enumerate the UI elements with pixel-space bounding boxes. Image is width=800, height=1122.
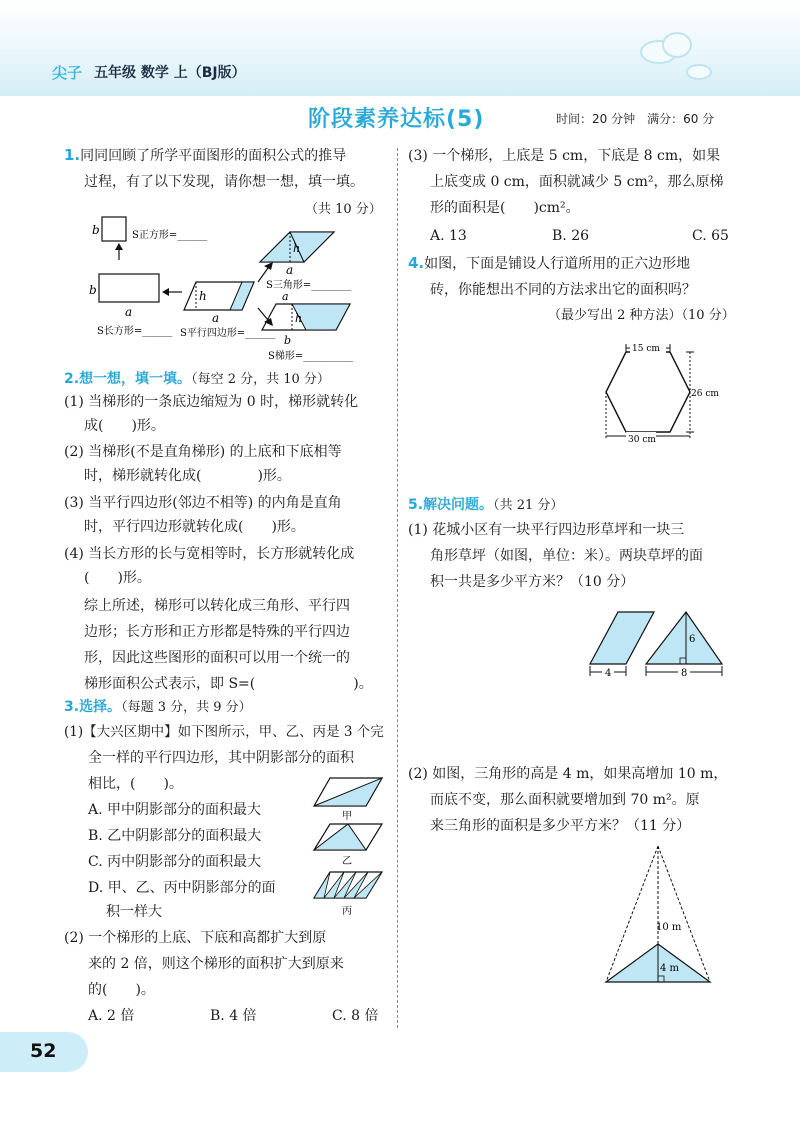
triangle-lawn — [646, 612, 722, 664]
label-yi: 乙 — [342, 856, 352, 867]
q5-item2-line1: (2) 如图，三角形的高是 4 m，如果高增加 10 m， — [408, 766, 728, 782]
q2-item3-line1: (3) 当平行四边形(邻边不相等) 的内角是直角 — [64, 495, 342, 511]
q3-item1-line2: 全一样的平行四边形，其中阴影部分的面积 — [88, 750, 354, 766]
q5-item1-line3: 积一共是多少平方米？（10 分） — [430, 574, 635, 590]
q3-item3-line3: 形的面积是( )cm²。 — [430, 200, 580, 216]
q3-number: 3. — [64, 699, 80, 715]
q3-option-c: C. 丙中阴影部分的面积最大 — [88, 854, 262, 870]
label-h: h — [293, 242, 301, 255]
q2-heading: 想一想，填一填。 — [79, 371, 192, 387]
label-b: b — [89, 283, 97, 297]
dim-26cm: 26 cm — [691, 389, 719, 399]
q5-item2-line2: 而底不变，那么面积就要增加到 70 m²。原 — [430, 792, 700, 808]
q3-option-a: A. 甲中阴影部分的面积最大 — [88, 802, 262, 818]
q2-summary-line4: 梯形面积公式表示，即 S=( )。 — [84, 676, 373, 692]
q2-item4-line1: (4) 当长方形的长与宽相等时，长方形就转化成 — [64, 546, 355, 562]
q3-option-d-line1: D. 甲、乙、丙中阴影部分的面 — [88, 880, 276, 896]
q2-item4-line2: ( )形。 — [84, 570, 151, 586]
q3-item3-option-b: B. 26 — [552, 228, 590, 244]
q3-item3-option-c: C. 65 — [692, 228, 729, 244]
hexagon-figure — [590, 336, 730, 448]
triangle-area-label: S三角形=________ — [266, 280, 352, 291]
label-b: b — [92, 223, 100, 237]
q3-item2-line2: 来的 2 倍，则这个梯形的面积扩大到原来 — [88, 956, 344, 972]
q2-item1-line1: (1) 当梯形的一条底边缩短为 0 时，梯形就转化 — [64, 394, 359, 410]
q3-item1-line3: 相比，( )。 — [88, 776, 183, 792]
triangle-figure — [600, 840, 720, 992]
q1-line1: 1.同同回顾了所学平面图形的面积公式的推导 — [64, 146, 347, 164]
trapezoid-area-label: S梯形=__________ — [268, 351, 354, 362]
q3-item3-line1: (3) 一个梯形，上底是 5 cm，下底是 8 cm，如果 — [408, 148, 721, 164]
rectangle-shape — [99, 274, 159, 302]
parallelogram-lawn — [590, 612, 654, 664]
dim-10m: 10 m — [656, 922, 682, 933]
q3-item2-line1: (2) 一个梯形的上底、下底和高都扩大到原 — [64, 930, 327, 946]
q1-points: （共 10 分） — [305, 202, 382, 217]
q2-number: 2. — [64, 371, 80, 387]
dim-4m: 4 m — [660, 963, 680, 974]
q3-header: 3.选择。（每题 3 分，共 9 分） — [64, 699, 252, 715]
q3-item2-option-a: A. 2 倍 — [88, 1008, 135, 1024]
lawn-figure — [586, 606, 736, 680]
q3-item1-line1: (1)【大兴区期中】如下图所示，甲、乙、丙是 3 个完 — [64, 724, 384, 740]
column-divider — [397, 148, 398, 1028]
q2-item1-line2: 成( )形。 — [84, 418, 165, 434]
dim-6: 6 — [689, 634, 696, 645]
label-a: a — [282, 290, 289, 303]
q4-line2: 砖，你能想出不同的方法求出它的面积吗？ — [430, 282, 696, 298]
label-h: h — [199, 289, 207, 303]
q2-item2-line2: 时，梯形就转化成( )形。 — [84, 468, 291, 484]
q3-option-b: B. 乙中阴影部分的面积最大 — [88, 828, 262, 844]
q3-item2-option-c: C. 8 倍 — [332, 1008, 379, 1024]
page-number: 52 — [30, 1040, 57, 1062]
series-logo: 尖子 — [52, 64, 83, 82]
hexagon-shape — [606, 352, 690, 432]
q1-number: 1. — [64, 146, 81, 164]
label-a: a — [286, 263, 294, 277]
q5-item1-line1: (1) 花城小区有一块平行四边形草坪和一块三 — [408, 522, 685, 538]
cloud-decoration — [662, 32, 692, 58]
q3-heading: 选择。 — [79, 699, 122, 715]
q2-item3-line2: 时，平行四边形就转化成( )形。 — [84, 519, 305, 535]
q2-summary-line2: 边形；长方形和正方形都是特殊的平行四边 — [84, 624, 350, 640]
q3-item3-option-a: A. 13 — [430, 228, 467, 244]
q2-header: 2.想一想，填一填。（每空 2 分，共 10 分） — [64, 371, 330, 387]
page-title: 阶段素养达标(5) — [308, 107, 485, 132]
dim-15cm: 15 cm — [632, 344, 660, 354]
q1-line2: 过程，有了以下发现，请你想一想，填一填。 — [84, 174, 364, 190]
dim-4: 4 — [605, 668, 612, 679]
q5-number: 5. — [408, 497, 424, 513]
q3-option-d-line2: 积一样大 — [106, 904, 162, 920]
square-shape — [102, 217, 126, 241]
label-b: b — [284, 334, 292, 347]
label-jia: 甲 — [342, 811, 352, 822]
time-score-info: 时间：20 分钟 满分：60 分 — [556, 112, 715, 126]
dim-30cm: 30 cm — [628, 435, 656, 445]
q5-item2-line3: 来三角形的面积是多少平方米？（11 分） — [430, 818, 691, 834]
q5-heading: 解决问题。 — [423, 497, 494, 513]
q2-summary-line3: 形，因此这些图形的面积可以用一个统一的 — [84, 650, 350, 666]
q3-parallelograms — [310, 774, 390, 922]
rectangle-area-label: S长方形=______ — [97, 326, 173, 337]
q1-diagram — [80, 212, 380, 364]
q3-item3-line2: 上底变成 0 cm，面积就减少 5 cm²，那么原梯 — [430, 174, 724, 190]
q4-number: 4. — [408, 254, 425, 272]
series-title: 五年级 数学 上（BJ版） — [94, 65, 246, 81]
q4-points: （最少写出 2 种方法）（10 分） — [548, 308, 735, 323]
square-area-label: S正方形=______ — [132, 230, 208, 241]
q3-item2-line3: 的( )。 — [88, 982, 155, 998]
label-a: a — [212, 311, 220, 325]
q3-item2-option-b: B. 4 倍 — [210, 1008, 257, 1024]
cloud-decoration — [686, 64, 712, 80]
label-bing: 丙 — [342, 906, 352, 917]
q5-header: 5.解决问题。（共 21 分） — [408, 497, 564, 513]
q5-item1-line2: 角形草坪（如图，单位：米）。两块草坪的面 — [430, 548, 703, 564]
dim-8: 8 — [681, 668, 688, 679]
q2-item2-line1: (2) 当梯形(不是直角梯形) 的上底和下底相等 — [64, 444, 342, 460]
parallelogram-area-label: S平行四边形=______ — [180, 328, 276, 339]
label-a: a — [125, 305, 133, 319]
q2-summary-line1: 综上所述，梯形可以转化成三角形、平行四 — [84, 598, 350, 614]
q4-line1: 4.如图，下面是铺设人行道所用的正六边形地 — [408, 254, 691, 272]
label-h: h — [295, 312, 303, 325]
